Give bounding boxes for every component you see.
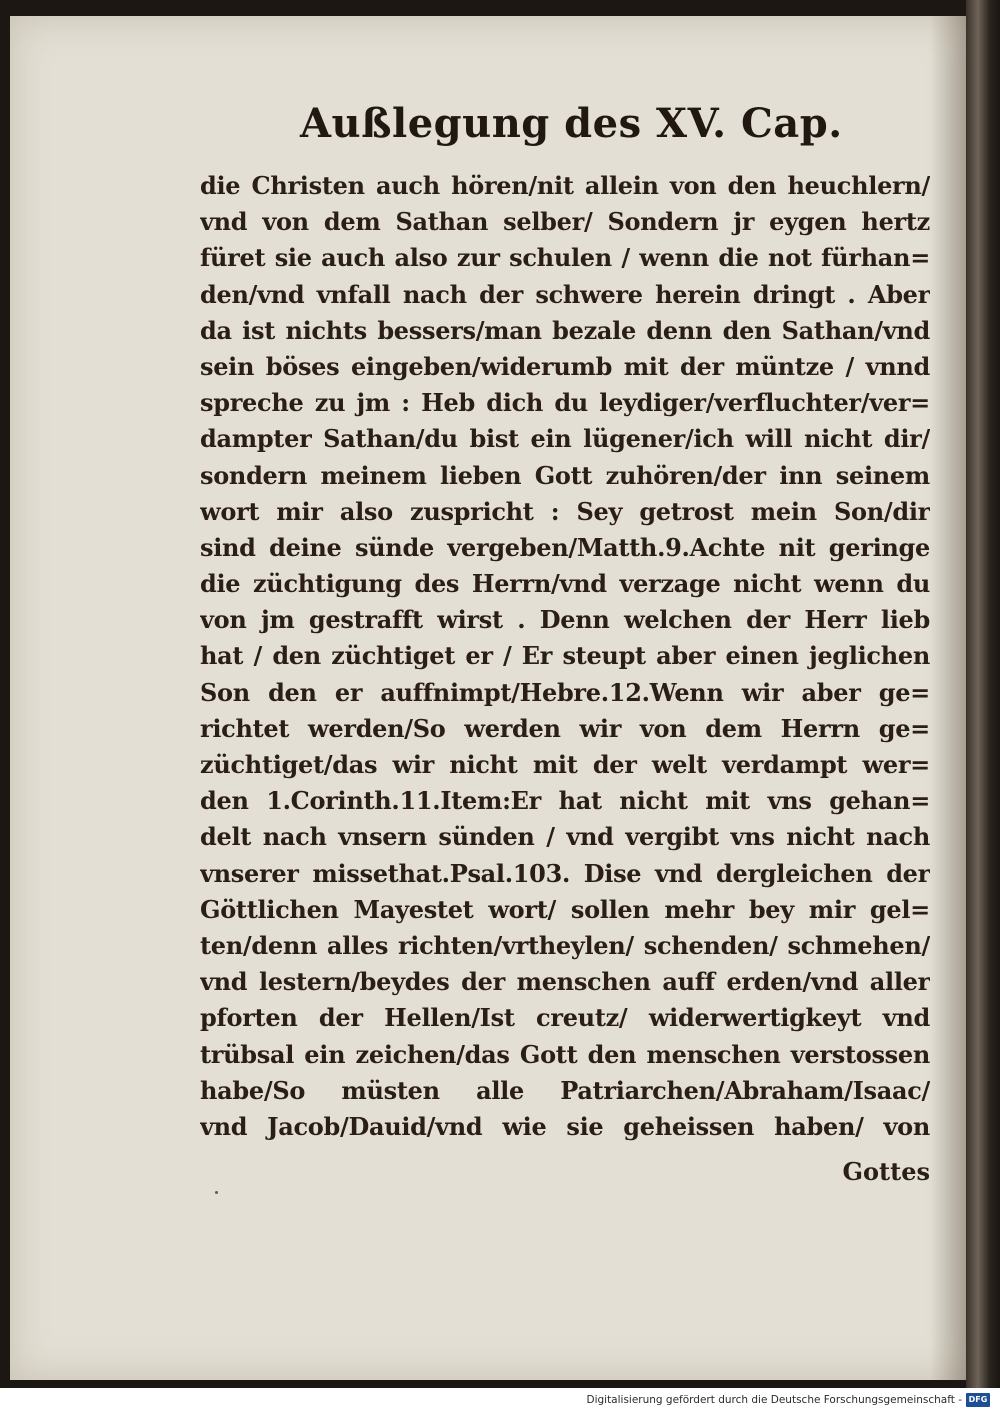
text-line: den/vnd vnfall nach der schwere herein dringt . Aber (200, 279, 930, 309)
funding-notice: Digitalisierung gefördert durch die Deutsche Forschungsgemeinschaft - (586, 1394, 962, 1406)
running-header: Außlegung des XV. Cap. (300, 100, 843, 147)
text-line: füret sie auch also zur schulen / wenn die not fürhan= (200, 243, 930, 273)
text-line: die Christen auch hören/nit allein von den heuchlern/ (200, 171, 930, 200)
text-line: vnserer missethat.Psal.103. Dise vnd dergleichen der (200, 858, 930, 888)
text-line: da ist nichts bessers/man bezale denn den Sathan/vnd (200, 315, 930, 345)
text-line: habe/So müsten alle Patriarchen/Abraham/Isaac/ (200, 1075, 930, 1105)
text-line: Göttlichen Mayestet wort/ sollen mehr bey mir gel= (200, 894, 930, 924)
text-line: delt nach vnsern sünden / vnd vergibt vns nicht nach (200, 822, 930, 852)
text-line: sondern meinem lieben Gott zuhören/der inn seinem (200, 460, 930, 490)
text-line: vnd von dem Sathan selber/ Sondern jr eygen hertz (200, 207, 930, 237)
text-line: den 1.Corinth.11.Item:Er hat nicht mit vns gehan= (200, 786, 930, 816)
text-line: züchtiget/das wir nicht mit der welt verdampt wer= (200, 750, 930, 779)
text-line: sind deine sünde vergeben/Matth.9.Achte nit geringe (200, 532, 930, 562)
binding-shadow (930, 16, 968, 1380)
text-line: sein böses eingeben/widerumb mit der müntze / vnnd (200, 351, 930, 381)
body-text (200, 168, 930, 1145)
text-line: trübsal ein zeichen/das Gott den menschen verstossen (200, 1039, 930, 1069)
text-line: spreche zu jm : Heb dich du leydiger/verfluchter/ver= (200, 388, 930, 418)
text-line: dampter Sathan/du bist ein lügener/ich will nicht dir/ (200, 424, 930, 454)
text-line: die züchtigung des Herrn/vnd verzage nicht wenn du (200, 569, 930, 599)
catchword: Gottes (842, 1157, 930, 1186)
text-line: Son den er auffnimpt/Hebre.12.Wenn wir aber ge= (200, 677, 930, 707)
dfg-logo-icon: DFG (966, 1393, 990, 1407)
text-line: hat / den züchtiget er / Er steupt aber einen jeglichen (200, 641, 930, 671)
book-edge (966, 0, 1000, 1388)
text-line: wort mir also zuspricht : Sey getrost mein Son/dir (200, 496, 930, 526)
text-line: ten/denn alles richten/vrtheylen/ schenden/ schmehen/ (200, 930, 930, 960)
text-line: vnd lestern/beydes der menschen auff erden/vnd aller (200, 967, 930, 997)
ink-speck (215, 1191, 218, 1194)
text-line: von jm gestrafft wirst . Denn welchen der Herr lieb (200, 605, 930, 635)
text-line: vnd Jacob/Dauid/vnd wie sie geheissen haben/ von (200, 1111, 930, 1141)
footer-bar (0, 1391, 1000, 1411)
text-line: pforten der Hellen/Ist creutz/ widerwertigkeyt vnd (200, 1003, 930, 1033)
text-line: richtet werden/So werden wir von dem Herrn ge= (200, 713, 930, 743)
